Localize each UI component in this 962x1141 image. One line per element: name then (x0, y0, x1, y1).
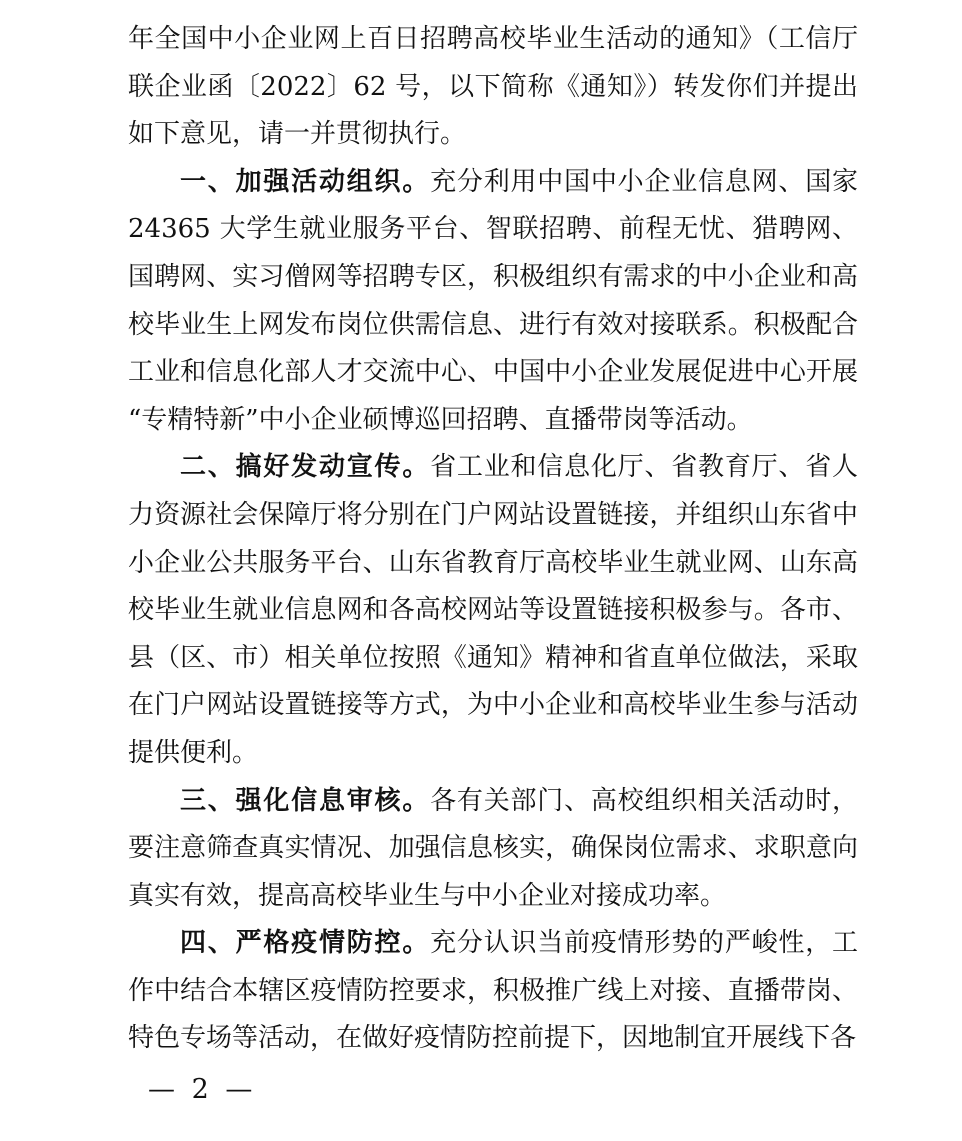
paragraph-section-3 (128, 778, 858, 921)
paragraph-continuation (128, 16, 858, 159)
section-heading: 一、加强活动组织。 (180, 166, 431, 197)
paragraph-text: 充分利用中国中小企业信息网、国家24365 大学生就业服务平台、智联招聘、前程无忧、猎聘网、国聘网、实习僧网等招聘专区，积极组织有需求的中小企业和高校毕业生上网发布岗位供需信息、进行有效对接联系。积极配合工业和信息化部人才交流中心、中国中小企业发展促进中心开展“专精特新”中小企业硕博巡回招聘、直播带岗等活动。 (128, 166, 858, 435)
page-number: — 2 — (148, 1074, 257, 1105)
paragraph-text: 各有关部门、高校组织相关活动时，要注意筛查真实情况、加强信息核实，确保岗位需求、求职意向真实有效，提高高校毕业生与中小企业对接成功率。 (128, 785, 858, 911)
paragraph-text: 充分认识当前疫情形势的严峻性，工作中结合本辖区疫情防控要求，积极推广线上对接、直播带岗、特色专场等活动，在做好疫情防控前提下，因地制宜开展线下各 (128, 928, 858, 1054)
section-heading: 四、严格疫情防控。 (180, 928, 431, 959)
paragraph-text: 省工业和信息化厅、省教育厅、省人力资源社会保障厅将分别在门户网站设置链接，并组织山东省中小企业公共服务平台、山东省教育厅高校毕业生就业网、山东高校毕业生就业信息网和各高校网站等设置链接积极参与。各市、县（区、市）相关单位按照《通知》精神和省直单位做法，采取在门户网站设置链接等方式，为中小企业和高校毕业生参与活动提供便利。 (128, 452, 858, 768)
paragraph-section-2 (128, 444, 858, 777)
paragraph-text: 年全国中小企业网上百日招聘高校毕业生活动的通知》（工信厅联企业函〔2022〕62 号，以下简称《通知》）转发你们并提出如下意见，请一并贯彻执行。 (128, 24, 858, 150)
paragraph-section-4 (128, 920, 858, 1063)
section-heading: 三、强化信息审核。 (180, 785, 431, 816)
paragraph-section-1 (128, 159, 858, 445)
document-body (128, 16, 858, 1063)
section-heading: 二、搞好发动宣传。 (180, 452, 431, 483)
